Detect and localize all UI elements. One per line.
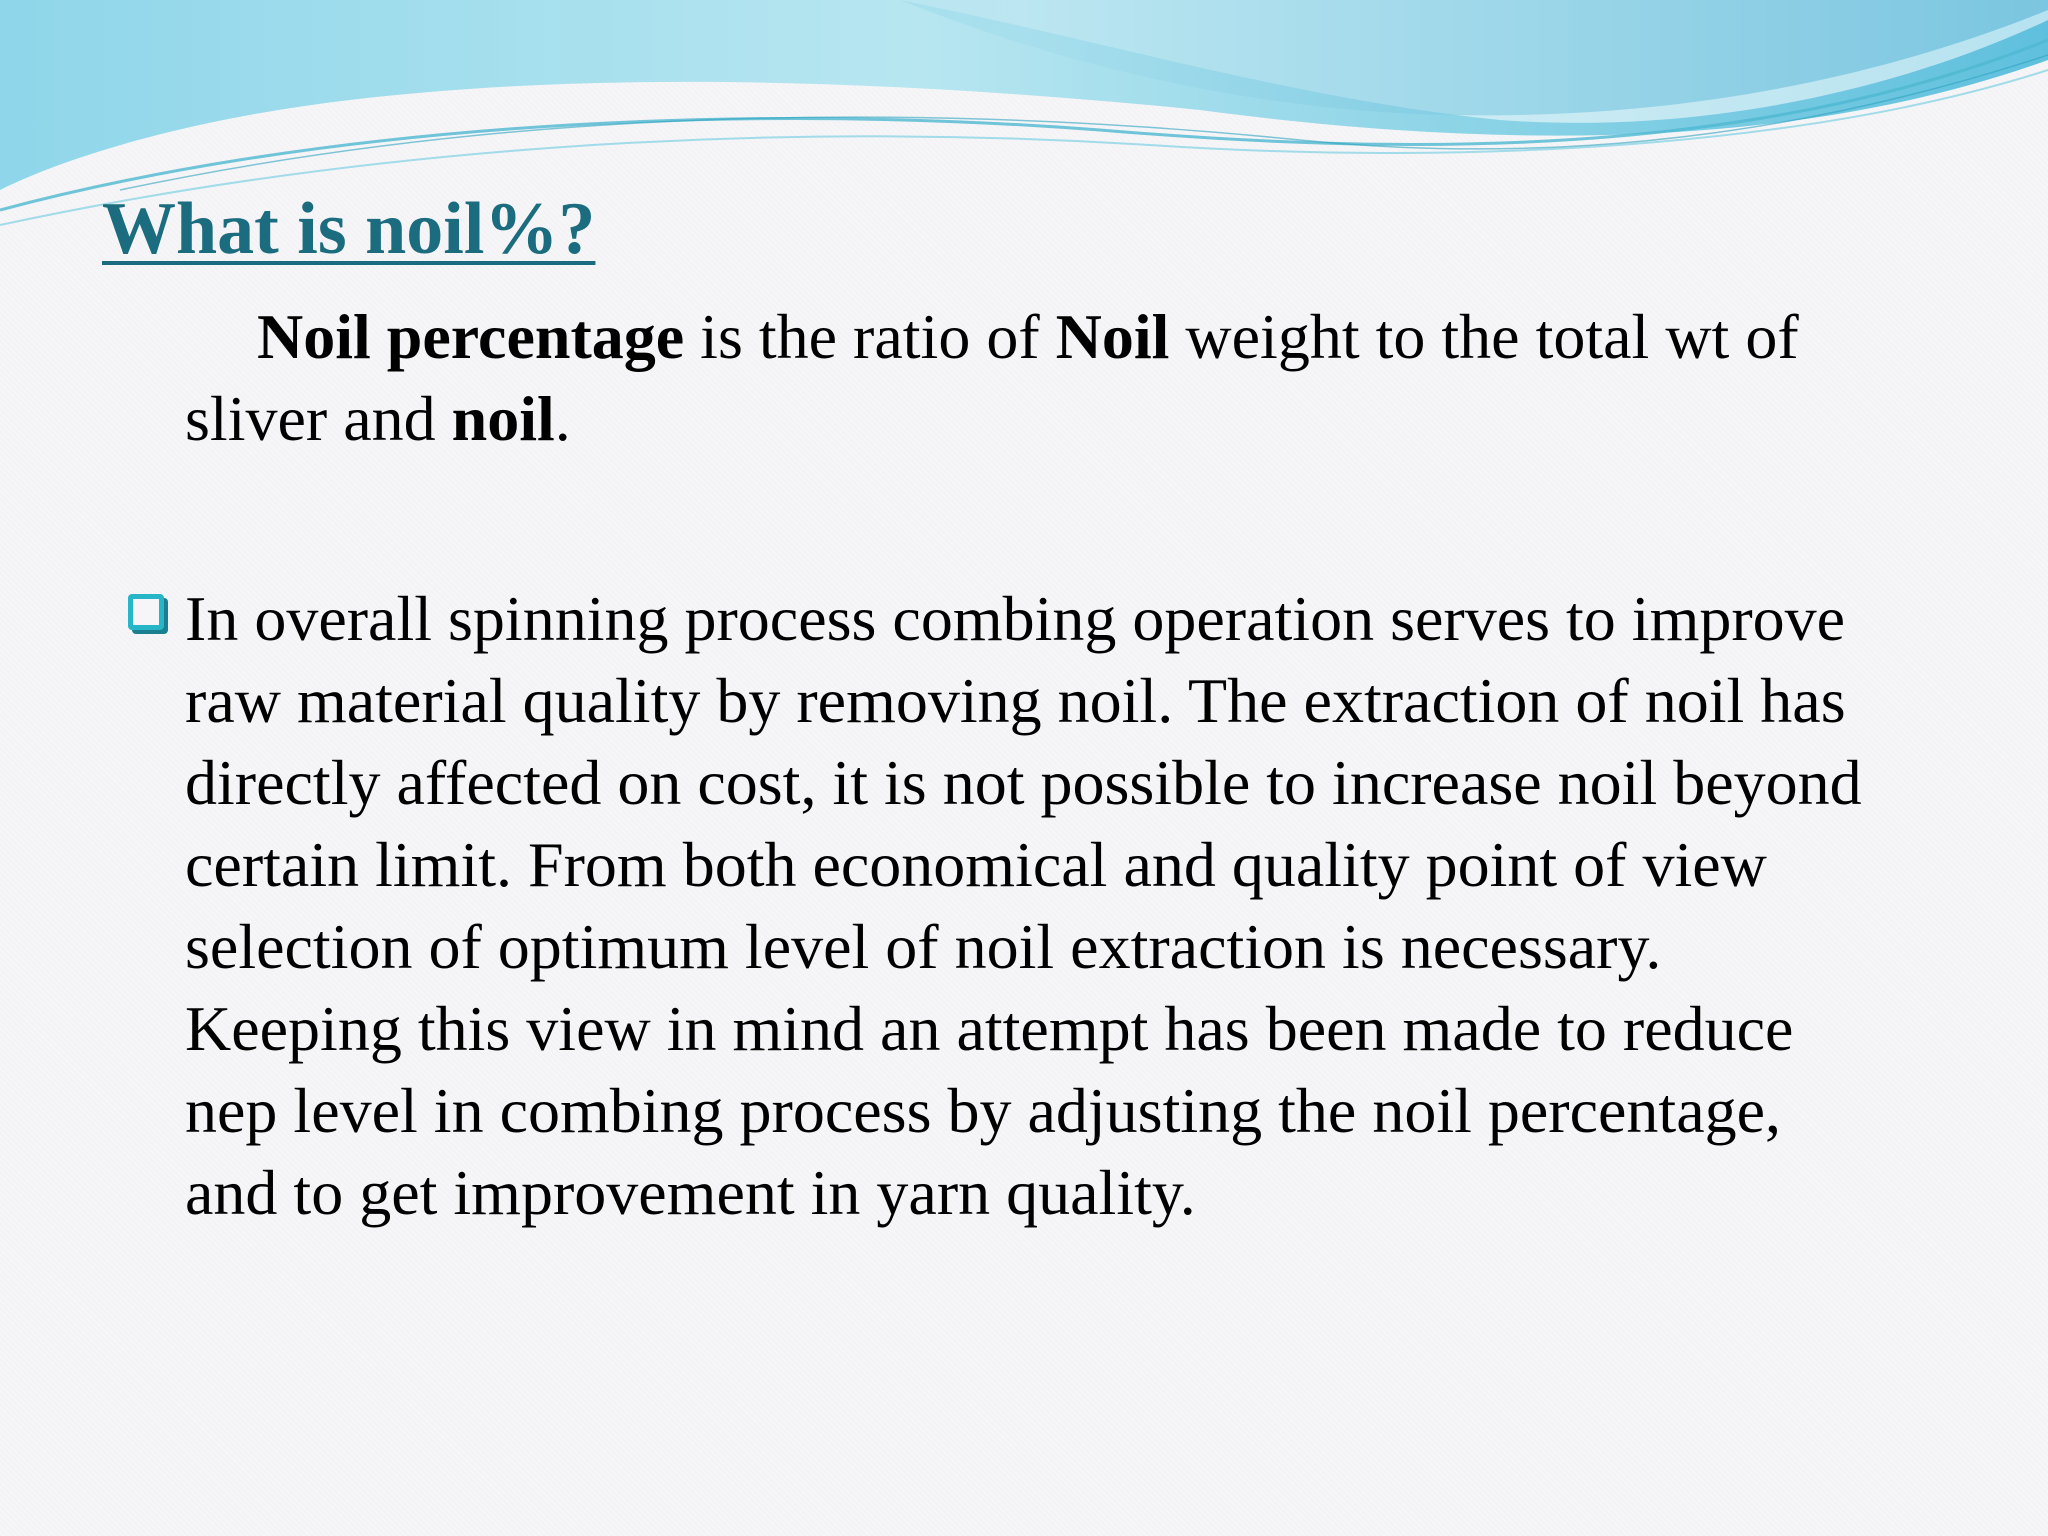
term-noil: Noil [1055, 301, 1170, 372]
checkbox-bullet-icon [128, 594, 164, 630]
bullet-text: In overall spinning process combing operation serves to improve raw material quality by removing noil. The extraction of noil has directly affected on cost, it is not possible to increase noil beyond certain limit. From both economical and quality point of view selection of optimum level of noil extraction is necessary. Keeping this view in mind an attempt has been made to reduce nep level in combing process by adjusting the noil percentage, and to get improvement in yarn quality. [185, 583, 1862, 1228]
definition-paragraph [185, 296, 1905, 460]
term-noil-percentage: Noil percentage [257, 301, 685, 372]
definition-text-2: weight to the total wt of sliver and [185, 301, 1799, 454]
definition-text-3: . [554, 383, 571, 454]
slide-title: What is noil%? [102, 188, 596, 270]
term-noil-lower: noil [451, 383, 555, 454]
definition-text-1: is the ratio of [684, 301, 1056, 372]
